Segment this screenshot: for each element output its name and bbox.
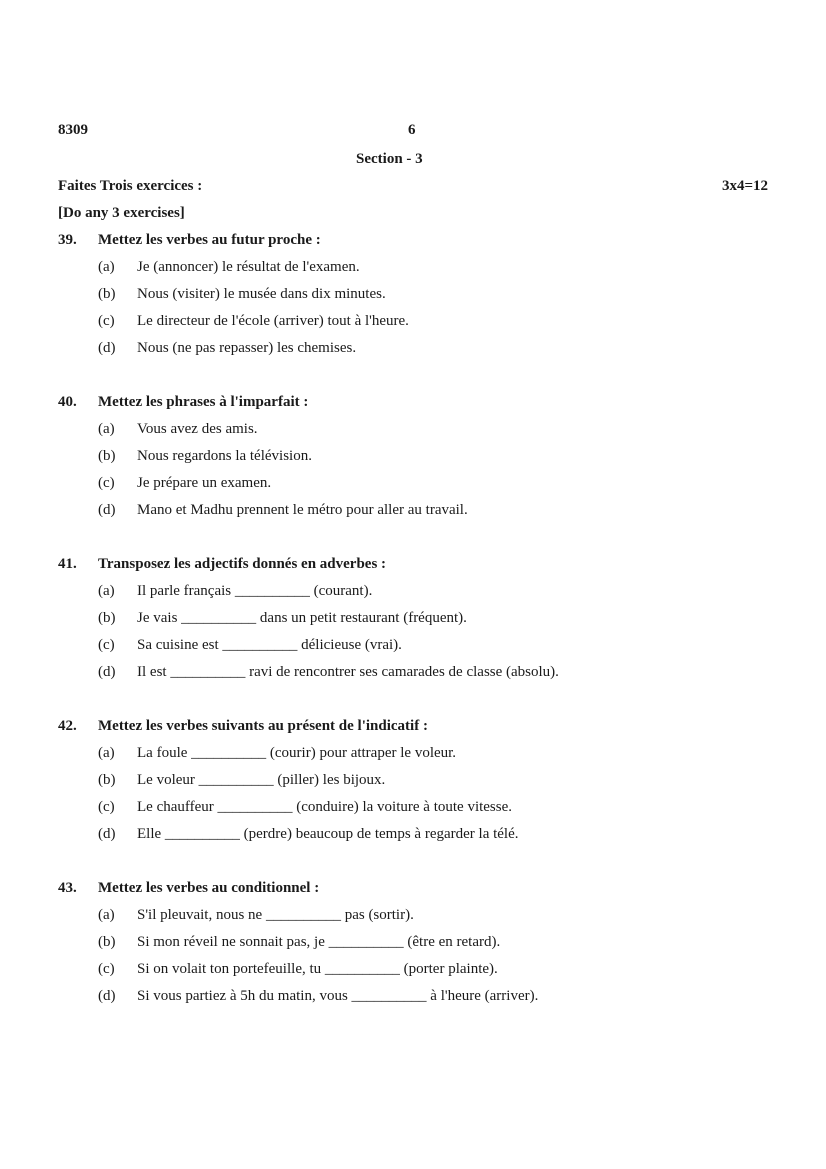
question-title: Mettez les phrases à l'imparfait : <box>98 394 309 410</box>
section-title: Section - 3 <box>356 151 423 167</box>
instruction-french: Faites Trois exercices : <box>58 178 203 194</box>
question-heading <box>58 227 778 254</box>
option-label: (c) <box>98 313 115 329</box>
option-a <box>58 902 778 929</box>
option-text: Nous (visiter) le musée dans dix minutes. <box>137 286 386 302</box>
option-a <box>58 254 778 281</box>
question-number: 39. <box>58 232 77 248</box>
option-text: Si on volait ton portefeuille, tu __________ (porter plainte). <box>137 961 498 977</box>
option-label: (d) <box>98 664 116 680</box>
option-a <box>58 416 778 443</box>
option-label: (b) <box>98 448 116 464</box>
question-heading <box>58 875 778 902</box>
option-text: Si mon réveil ne sonnait pas, je __________ (être en retard). <box>137 934 501 950</box>
option-text: Elle __________ (perdre) beaucoup de temps à regarder la télé. <box>137 826 519 842</box>
option-c <box>58 956 778 983</box>
option-text: Si vous partiez à 5h du matin, vous __________ à l'heure (arriver). <box>137 988 539 1004</box>
option-c <box>58 470 778 497</box>
option-a <box>58 578 778 605</box>
option-b <box>58 281 778 308</box>
option-label: (c) <box>98 475 115 491</box>
option-d <box>58 497 778 524</box>
option-b <box>58 929 778 956</box>
option-label: (b) <box>98 772 116 788</box>
option-text: Il est __________ ravi de rencontrer ses camarades de classe (absolu). <box>137 664 559 680</box>
question-40 <box>58 389 778 524</box>
option-c <box>58 794 778 821</box>
option-label: (d) <box>98 502 116 518</box>
option-d <box>58 335 778 362</box>
question-number: 40. <box>58 394 77 410</box>
option-a <box>58 740 778 767</box>
exam-code: 8309 <box>58 122 88 138</box>
option-text: Nous (ne pas repasser) les chemises. <box>137 340 357 356</box>
option-text: Je vais __________ dans un petit restaurant (fréquent). <box>137 610 467 626</box>
option-label: (d) <box>98 340 116 356</box>
option-text: S'il pleuvait, nous ne __________ pas (sortir). <box>137 907 414 923</box>
question-number: 42. <box>58 718 77 734</box>
option-label: (a) <box>98 421 115 437</box>
question-39 <box>58 227 778 362</box>
option-d <box>58 659 778 686</box>
option-label: (d) <box>98 826 116 842</box>
question-number: 43. <box>58 880 77 896</box>
question-number: 41. <box>58 556 77 572</box>
option-label: (a) <box>98 907 115 923</box>
option-b <box>58 443 778 470</box>
question-title: Mettez les verbes suivants au présent de l'indicatif : <box>98 718 428 734</box>
option-label: (b) <box>98 610 116 626</box>
question-title: Mettez les verbes au futur proche : <box>98 232 321 248</box>
option-label: (c) <box>98 637 115 653</box>
question-title: Transposez les adjectifs donnés en adverbes : <box>98 556 387 572</box>
option-b <box>58 605 778 632</box>
page-number: 6 <box>408 122 416 138</box>
option-label: (a) <box>98 583 115 599</box>
option-text: Le chauffeur __________ (conduire) la voiture à toute vitesse. <box>137 799 513 815</box>
option-d <box>58 821 778 848</box>
option-label: (c) <box>98 799 115 815</box>
option-text: La foule __________ (courir) pour attraper le voleur. <box>137 745 457 761</box>
option-label: (c) <box>98 961 115 977</box>
option-b <box>58 767 778 794</box>
option-text: Mano et Madhu prennent le métro pour aller au travail. <box>137 502 468 518</box>
option-text: Je (annoncer) le résultat de l'examen. <box>137 259 360 275</box>
option-label: (b) <box>98 934 116 950</box>
option-label: (b) <box>98 286 116 302</box>
question-42 <box>58 713 778 848</box>
option-label: (d) <box>98 988 116 1004</box>
question-43 <box>58 875 778 1010</box>
instruction-english: [Do any 3 exercises] <box>58 205 185 221</box>
option-d <box>58 983 778 1010</box>
option-c <box>58 308 778 335</box>
question-heading <box>58 389 778 416</box>
option-text: Nous regardons la télévision. <box>137 448 312 464</box>
option-text: Il parle français __________ (courant). <box>137 583 373 599</box>
option-label: (a) <box>98 745 115 761</box>
marks-allocation: 3x4=12 <box>721 178 768 194</box>
option-text: Le voleur __________ (piller) les bijoux. <box>137 772 386 788</box>
option-text: Vous avez des amis. <box>137 421 258 437</box>
option-text: Je prépare un examen. <box>137 475 272 491</box>
question-heading <box>58 551 778 578</box>
option-text: Le directeur de l'école (arriver) tout à l'heure. <box>137 313 409 329</box>
question-heading <box>58 713 778 740</box>
question-title: Mettez les verbes au conditionnel : <box>98 880 320 896</box>
option-text: Sa cuisine est __________ délicieuse (vrai). <box>137 637 402 653</box>
option-label: (a) <box>98 259 115 275</box>
option-c <box>58 632 778 659</box>
question-41 <box>58 551 778 686</box>
